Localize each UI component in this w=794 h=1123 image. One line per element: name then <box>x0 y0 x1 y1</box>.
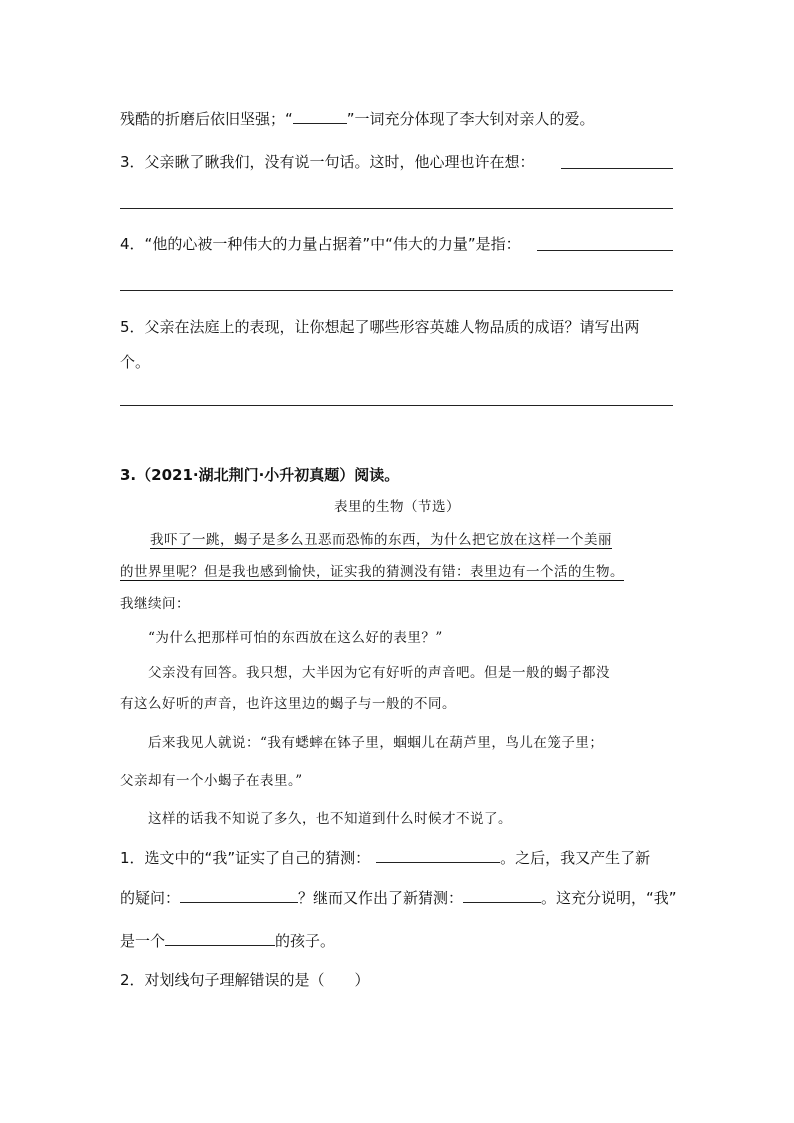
question-5 <box>120 317 640 337</box>
underlined-sentence: 我吓了一跳，蝎子是多么丑恶而恐怖的东西，为什么把它放在这样一个美丽 <box>150 532 612 548</box>
passage-line: 我继续问： <box>120 596 190 612</box>
question-text: 4．“他的心被一种伟大的力量占据着”中“伟大的力量”是指： <box>120 235 521 253</box>
question-text: 的孩子。 <box>275 932 336 950</box>
answer-line[interactable] <box>120 290 673 291</box>
question-text: 3．父亲瞅了瞅我们，没有说一句话。这时，他心理也许在想： <box>120 153 535 171</box>
passage-line: 父亲没有回答。我只想，大半因为它有好听的声音吧。但是一般的蝎子都没 <box>148 665 610 681</box>
question-text: 的疑问： <box>120 889 181 907</box>
answer-blank[interactable] <box>293 107 347 124</box>
question-text: 个。 <box>120 353 151 371</box>
passage-line: “为什么把那样可怕的东西放在这么好的表里？” <box>148 630 443 646</box>
text-line <box>120 107 595 129</box>
question-1-continued <box>120 886 677 908</box>
text-segment: 残酷的折磨后依旧坚强；“ <box>120 110 293 128</box>
answer-blank[interactable] <box>463 886 541 903</box>
answer-line[interactable] <box>120 405 673 406</box>
text-segment: ”一词充分体现了李大钊对亲人的爱。 <box>346 110 595 128</box>
question-5-continued <box>120 352 150 372</box>
question-3 <box>120 152 535 172</box>
answer-blank[interactable] <box>537 250 673 251</box>
question-1-continued <box>120 929 335 951</box>
question-text: 。之后，我又产生了新 <box>500 849 651 867</box>
answer-blank[interactable] <box>561 168 673 169</box>
question-2: 2．对划线句子理解错误的是（ ） <box>120 971 370 989</box>
passage-line: 有这么好听的声音，也许这里边的蝎子与一般的不同。 <box>120 696 456 712</box>
question-text: 。这充分说明，“我” <box>541 889 677 907</box>
answer-blank[interactable] <box>180 886 298 903</box>
answer-blank[interactable] <box>165 929 275 946</box>
passage-line: 后来我见人就说：“我有蟋蟀在钵子里，蝈蝈儿在葫芦里，鸟儿在笼子里； <box>148 735 604 751</box>
answer-blank[interactable] <box>376 846 500 863</box>
underlined-sentence: 的世界里呢？但是我也感到愉快，证实我的猜测没有错：表里边有一个活的生物。 <box>120 564 624 580</box>
answer-line[interactable] <box>120 208 673 209</box>
question-text: 1．选文中的“我”证实了自己的猜测： <box>120 849 371 867</box>
question-text: 是一个 <box>120 932 166 950</box>
question-text: 5．父亲在法庭上的表现，让你想起了哪些形容英雄人物品质的成语？请写出两 <box>120 318 640 336</box>
passage-line <box>150 530 612 550</box>
question-4 <box>120 234 521 254</box>
question-text: ？继而又作出了新猜测： <box>298 889 464 907</box>
passage-line <box>120 562 624 582</box>
section-heading: 3.（2021·湖北荆门·小升初真题）阅读。 <box>120 466 400 484</box>
passage-title: 表里的生物（节选） <box>334 499 460 515</box>
passage-line: 这样的话我不知说了多久，也不知道到什么时候才不说了。 <box>148 811 512 827</box>
question-1 <box>120 846 650 868</box>
passage-line: 父亲却有一个小蝎子在表里。” <box>120 773 303 789</box>
